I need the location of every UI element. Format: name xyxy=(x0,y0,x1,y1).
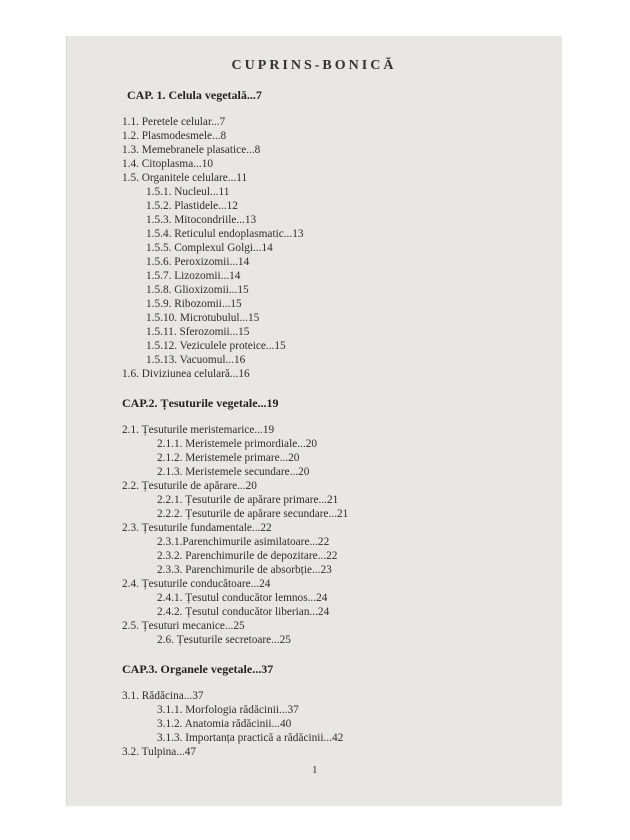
toc-entry: 1.2. Plasmodesmele...8 xyxy=(122,130,227,142)
toc-entry: 2.5. Țesuturi mecanice...25 xyxy=(122,620,245,632)
chapter-heading: CAP.3. Organele vegetale...37 xyxy=(122,662,274,676)
toc-subentry: 2.3.3. Parenchimurile de absorbție...23 xyxy=(157,564,332,576)
toc-subentry: 2.1.3. Meristemele secundare...20 xyxy=(157,466,310,478)
toc-subentry: 1.5.1. Nucleul...11 xyxy=(146,186,230,198)
toc-subentry: 3.1.1. Morfologia rădăcinii...37 xyxy=(157,704,299,716)
toc-subentry: 1.5.3. Mitocondriile...13 xyxy=(146,214,257,226)
toc-subentry: 2.3.2. Parenchimurile de depozitare...22 xyxy=(157,550,338,562)
chapter-heading: CAP.2. Țesuturile vegetale...19 xyxy=(122,396,279,410)
toc-subentry: 1.5.13. Vacuomul...16 xyxy=(146,354,246,366)
toc-entry: 2.3. Țesuturile fundamentale...22 xyxy=(122,522,272,534)
toc-subentry: 2.3.1.Parenchimurile asimilatoare...22 xyxy=(157,536,330,548)
toc-subentry: 2.2.2. Țesuturile de apărare secundare...21 xyxy=(157,508,349,520)
toc-subentry: 3.1.2. Anatomia rădăcinii...40 xyxy=(157,718,292,730)
toc-subentry: 2.1.1. Meristemele primordiale...20 xyxy=(157,438,317,450)
toc-entry: 1.3. Memebranele plasatice...8 xyxy=(122,144,261,156)
chapter-heading: CAP. 1. Celula vegetală...7 xyxy=(127,88,262,102)
toc-subentry: 1.5.12. Veziculele proteice...15 xyxy=(146,340,286,352)
page-number: 1 xyxy=(312,764,318,776)
toc-subentry: 1.5.6. Peroxizomii...14 xyxy=(146,256,250,268)
toc-subentry: 2.4.1. Țesutul conducător lemnos...24 xyxy=(157,592,328,604)
toc-subentry: 2.6. Țesuturile secretoare...25 xyxy=(157,634,291,646)
toc-entry: 2.2. Țesuturile de apărare...20 xyxy=(122,480,257,492)
toc-subentry: 2.1.2. Meristemele primare...20 xyxy=(157,452,300,464)
toc-subentry: 1.5.8. Glioxizomii...15 xyxy=(146,284,249,296)
toc-subentry: 3.1.3. Importanța practică a rădăcinii...42 xyxy=(157,732,344,744)
toc-subentry: 1.5.5. Complexul Golgi...14 xyxy=(146,242,273,254)
page-title: CUPRINS-BONICĂ xyxy=(231,58,397,73)
toc-entry: 3.2. Tulpina...47 xyxy=(122,746,197,758)
toc-subentry: 1.5.2. Plastidele...12 xyxy=(146,200,238,212)
toc-entry: 3.1. Rădăcina...37 xyxy=(122,690,204,702)
toc-subentry: 1.5.10. Microtubulul...15 xyxy=(146,312,260,324)
toc-subentry: 2.2.1. Țesuturile de apărare primare...21 xyxy=(157,494,339,506)
toc-entry: 2.1. Țesuturile meristemarice...19 xyxy=(122,424,275,436)
toc-entry: 1.4. Citoplasma...10 xyxy=(122,158,213,170)
toc-entry: 2.4. Țesuturile conducătoare...24 xyxy=(122,578,271,590)
toc-entry: 1.5. Organitele celulare...11 xyxy=(122,172,248,184)
toc-entry: 1.1. Peretele celular...7 xyxy=(122,116,226,128)
document-page xyxy=(66,36,562,806)
toc-subentry: 2.4.2. Țesutul conducător liberian...24 xyxy=(157,606,330,618)
toc-subentry: 1.5.9. Ribozomii...15 xyxy=(146,298,242,310)
toc-entry: 1.6. Diviziunea celulară...16 xyxy=(122,368,250,380)
toc-subentry: 1.5.4. Reticulul endoplasmatic...13 xyxy=(146,228,304,240)
toc-subentry: 1.5.11. Sferozomii...15 xyxy=(146,326,250,338)
toc-subentry: 1.5.7. Lizozomii...14 xyxy=(146,270,241,282)
